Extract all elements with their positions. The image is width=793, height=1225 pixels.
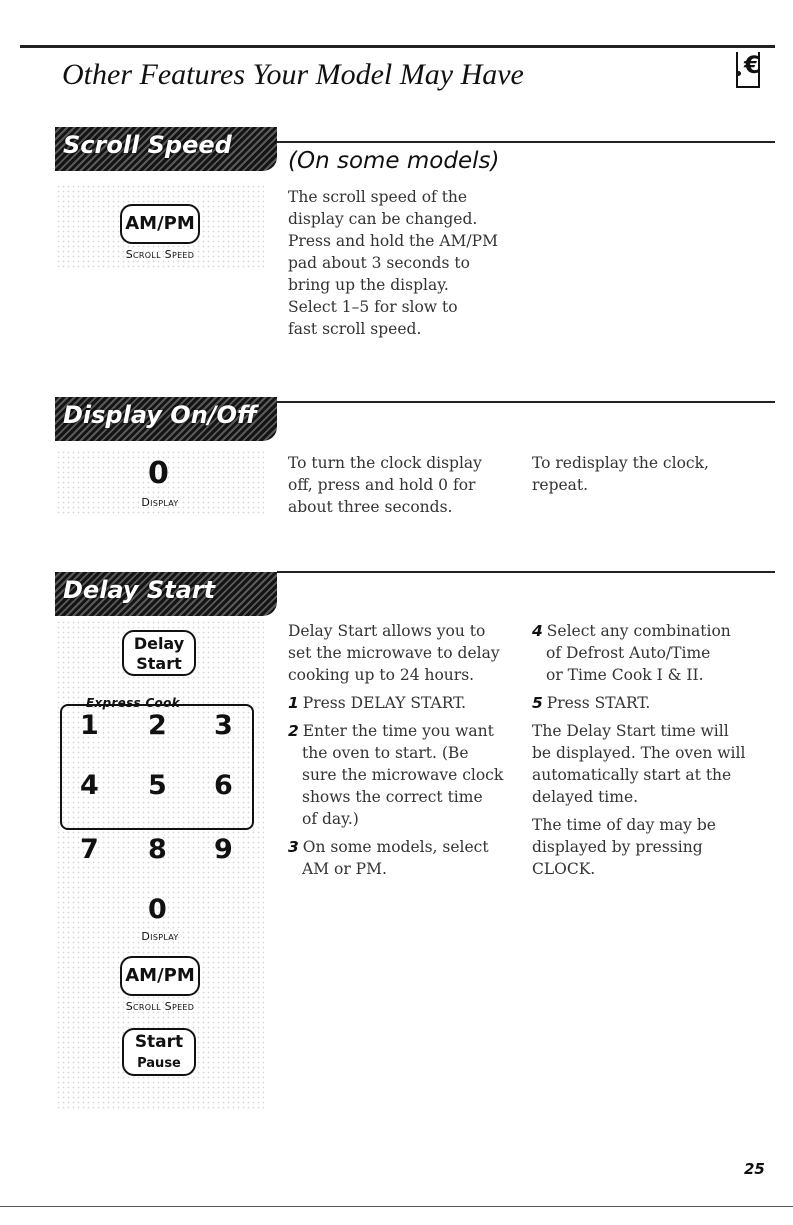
digit-5-key: 5 — [148, 770, 167, 801]
section-title-scroll-speed: Scroll Speed — [63, 131, 232, 159]
zero-key: 0 — [148, 456, 169, 491]
scroll-speed-caption: Scroll Speed — [125, 1000, 195, 1013]
bottom-rule — [0, 1206, 793, 1207]
section-bar-delay — [55, 572, 277, 616]
keypad-panel-delay — [56, 620, 264, 1110]
delay-start-key: Delay Start — [122, 630, 196, 676]
section-rule — [277, 141, 775, 143]
section-rule — [277, 401, 775, 403]
delay-text-col2: 4 Select any combination of Defrost Auto/Time or Time Cook I & II. 5 Press START. The Delay Start time will be displayed. The oven will automatically start at the delayed time. The time of day may be displayed by pressing CLOCK. — [532, 622, 746, 878]
section-title-delay: Delay Start — [63, 576, 216, 604]
start-pause-key: Start Pause — [122, 1028, 196, 1076]
digit-0-key: 0 — [148, 894, 167, 925]
digit-9-key: 9 — [214, 834, 233, 865]
digit-6-key: 6 — [214, 770, 233, 801]
keypad-panel-scroll — [56, 184, 264, 268]
digit-1-key: 1 — [80, 710, 99, 741]
top-rule — [20, 45, 775, 48]
section-bar-display — [55, 397, 277, 441]
page-title: Other Features Your Model May Have — [62, 58, 524, 91]
display-caption: Display — [141, 496, 179, 509]
section-bar-scroll-speed — [55, 127, 277, 171]
express-cook-label: Express Cook — [86, 696, 180, 710]
page-number: 25 — [744, 1160, 765, 1178]
digit-7-key: 7 — [80, 834, 99, 865]
digit-2-key: 2 — [148, 710, 167, 741]
ampm-key: AM/PM — [120, 204, 200, 244]
digit-3-key: 3 — [214, 710, 233, 741]
display-text-col1: To turn the clock display off, press and hold 0 for about three seconds. — [288, 454, 482, 516]
display-text-col2: To redisplay the clock, repeat. — [532, 454, 709, 494]
keypad-panel-display — [56, 450, 264, 514]
scroll-speed-caption: Scroll Speed — [125, 248, 195, 261]
section-subhead: (On some models) — [288, 148, 500, 174]
scroll-speed-text: The scroll speed of the display can be changed. Press and hold the AM/PM pad about 3 seconds to bring up the display. Select 1–5 for slow to fast scroll speed. — [288, 188, 498, 338]
digit-4-key: 4 — [80, 770, 99, 801]
display-caption: Display — [141, 930, 179, 943]
ampm-key: AM/PM — [120, 956, 200, 996]
section-tab-icon: € — [736, 52, 760, 88]
section-title-display: Display On/Off — [63, 401, 257, 429]
delay-text-col1: Delay Start allows you to set the microwave to delay cooking up to 24 hours. 1 Press DELAY START. 2 Enter the time you want the oven to start. (Be sure the microwave clock shows the correct time of day.) 3 On some models, select AM or PM. — [288, 622, 504, 878]
section-rule — [277, 571, 775, 573]
digit-8-key: 8 — [148, 834, 167, 865]
